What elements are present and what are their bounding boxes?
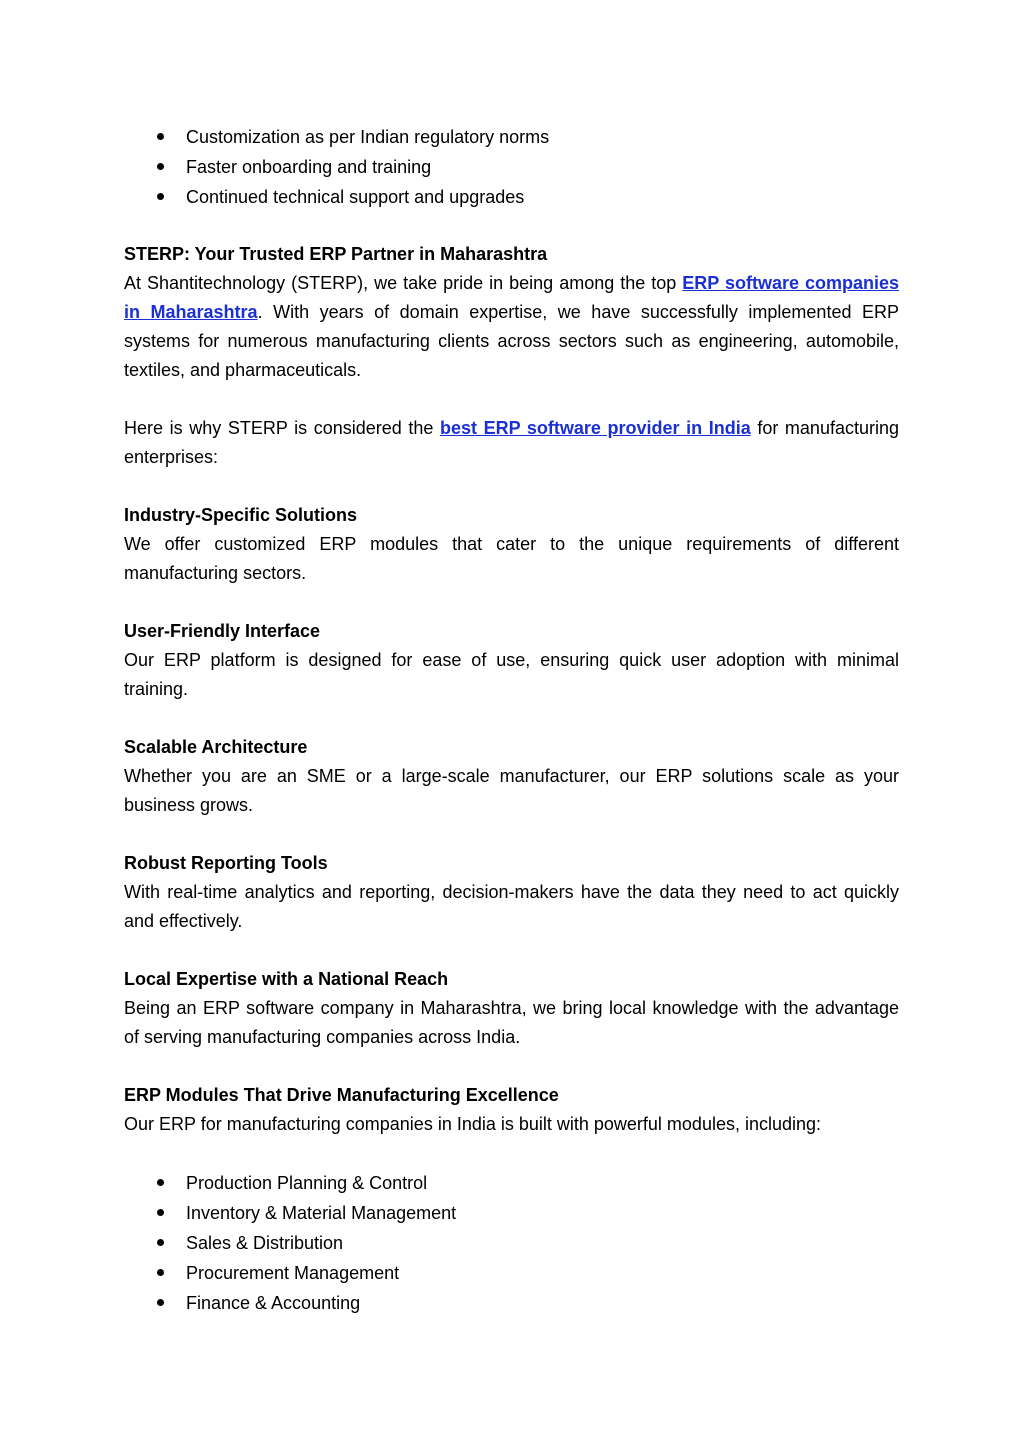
document-content <box>124 122 899 1318</box>
modules-section <box>124 1081 899 1139</box>
bullet-icon <box>157 1269 164 1276</box>
spacer <box>124 936 899 965</box>
feature-heading: User-Friendly Interface <box>124 621 321 641</box>
erp-companies-maharashtra-link[interactable]: ERP software companies in Maharashtra <box>124 273 899 322</box>
spacer <box>124 472 899 501</box>
feature-user-friendly <box>124 617 899 704</box>
feature-text: Being an ERP software company in Maharashtra, we bring local knowledge with the advantage of serving manufacturing companies across India. <box>124 998 899 1047</box>
feature-reporting <box>124 849 899 936</box>
feature-text: With real-time analytics and reporting, decision-makers have the data they need to act quickly and effectively. <box>124 882 899 931</box>
modules-bullet-list <box>124 1168 899 1318</box>
bullet-icon <box>157 163 164 170</box>
section-paragraph: Our ERP for manufacturing companies in India is built with powerful modules, including: <box>124 1114 822 1134</box>
spacer <box>124 1052 899 1081</box>
feature-text: Our ERP platform is designed for ease of use, ensuring quick user adoption with minimal training. <box>124 650 899 699</box>
feature-text: We offer customized ERP modules that cater to the unique requirements of different manufacturing sectors. <box>124 534 899 583</box>
list-item-text: Procurement Management <box>186 1263 400 1283</box>
spacer <box>124 704 899 733</box>
paragraph-text: At Shantitechnology (STERP), we take pride in being among the top <box>124 273 683 293</box>
list-item-text: Customization as per Indian regulatory norms <box>186 127 550 147</box>
feature-heading: Robust Reporting Tools <box>124 853 328 873</box>
list-item <box>124 182 899 212</box>
spacer <box>124 820 899 849</box>
paragraph-text: . With years of domain expertise, we have successfully implemented ERP systems for numerous manufacturing clients across sectors such as engineering, automobile, textiles, and pharmaceuticals. <box>124 302 899 380</box>
list-item <box>124 122 899 152</box>
section-heading: ERP Modules That Drive Manufacturing Excellence <box>124 1085 559 1105</box>
bullet-icon <box>157 193 164 200</box>
bullet-icon <box>157 1299 164 1306</box>
bullet-icon <box>157 1239 164 1246</box>
paragraph-text: for manufacturing enterprises: <box>124 418 899 467</box>
feature-heading: Local Expertise with a National Reach <box>124 969 449 989</box>
spacer <box>124 1139 899 1168</box>
bullet-icon <box>157 1209 164 1216</box>
section-paragraph <box>124 414 899 472</box>
list-item <box>124 1258 899 1288</box>
list-item-text: Inventory & Material Management <box>186 1203 457 1223</box>
feature-heading: Scalable Architecture <box>124 737 308 757</box>
list-item <box>124 1228 899 1258</box>
feature-heading: Industry-Specific Solutions <box>124 505 358 525</box>
paragraph-text: Here is why STERP is considered the <box>124 418 440 438</box>
best-erp-provider-link[interactable]: best ERP software provider in India <box>439 418 751 438</box>
top-bullet-list <box>124 122 899 212</box>
spacer <box>124 385 899 414</box>
list-item-text: Production Planning & Control <box>186 1173 428 1193</box>
list-item-text: Faster onboarding and training <box>186 157 432 177</box>
feature-industry-specific <box>124 501 899 588</box>
spacer <box>124 588 899 617</box>
list-item <box>124 1198 899 1228</box>
list-item <box>124 152 899 182</box>
partner-section <box>124 240 899 385</box>
section-paragraph <box>124 269 899 385</box>
list-item-text: Sales & Distribution <box>186 1233 344 1253</box>
list-item <box>124 1168 899 1198</box>
why-section <box>124 414 899 472</box>
spacer <box>124 212 899 240</box>
section-heading: STERP: Your Trusted ERP Partner in Maharashtra <box>124 244 548 264</box>
feature-scalable <box>124 733 899 820</box>
feature-text: Whether you are an SME or a large-scale manufacturer, our ERP solutions scale as your business grows. <box>124 766 899 815</box>
feature-local-expertise <box>124 965 899 1052</box>
list-item <box>124 1288 899 1318</box>
list-item-text: Finance & Accounting <box>186 1293 361 1313</box>
bullet-icon <box>157 1179 164 1186</box>
list-item-text: Continued technical support and upgrades <box>186 187 525 207</box>
bullet-icon <box>157 133 164 140</box>
